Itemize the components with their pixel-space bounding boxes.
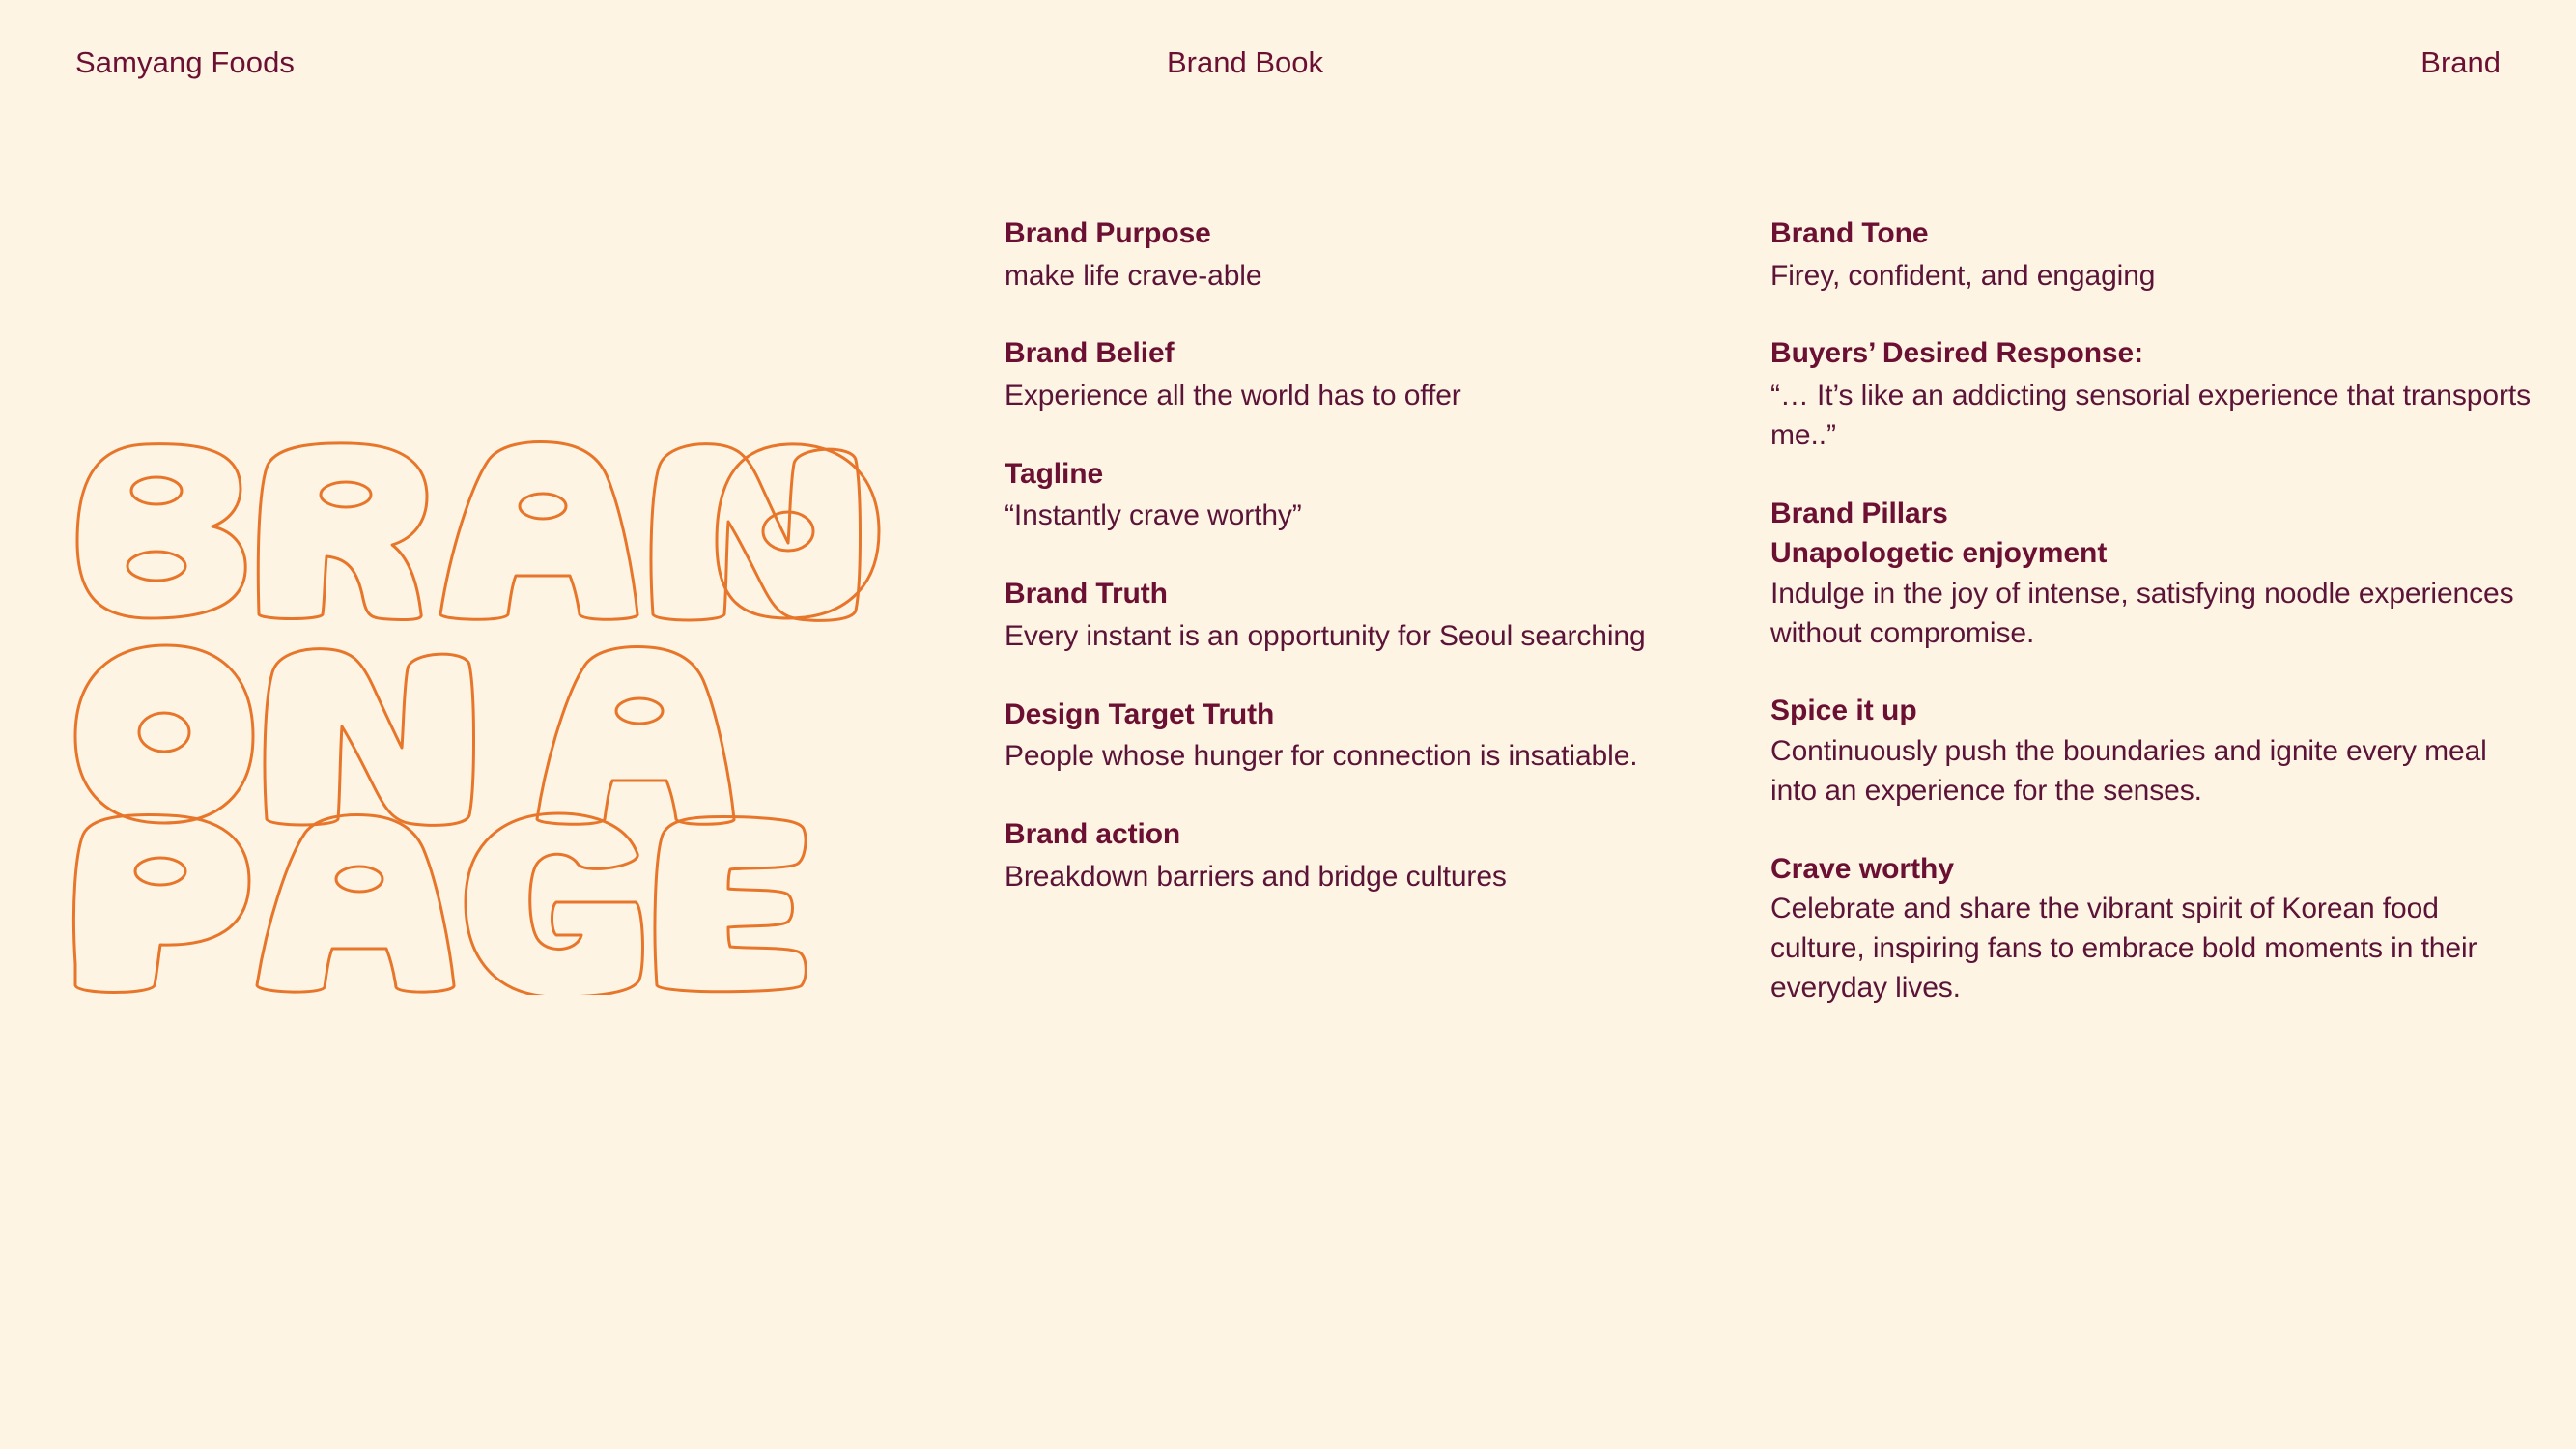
brand-belief-title: Brand Belief (1005, 337, 1175, 370)
buyers-desired-response-body: “… It’s like an addicting sensorial experience that transports me..” (1770, 379, 2531, 451)
brand-truth-title: Brand Truth (1005, 578, 1168, 611)
block-buyers-desired-response (1770, 334, 2534, 455)
header-document-title: Brand Book (1167, 45, 1323, 79)
block-design-target-truth (1005, 696, 1681, 777)
design-target-truth-body: People whose hunger for connection is insatiable. (1005, 740, 1638, 773)
brand-tone-title: Brand Tone (1770, 217, 1929, 249)
block-brand-action (1005, 815, 1681, 896)
brand-action-title: Brand action (1005, 817, 1181, 850)
right-column (1770, 214, 2534, 1009)
block-tagline (1005, 455, 1681, 536)
block-brand-belief (1005, 334, 1681, 415)
block-brand-truth (1005, 575, 1681, 656)
pillar-1-name: Unapologetic enjoyment (1770, 537, 2108, 570)
pillar-3-name: Crave worthy (1770, 852, 1955, 885)
brand-on-a-page-bubble-lettering (68, 435, 947, 995)
block-brand-purpose (1005, 214, 1681, 296)
buyers-desired-response-title: Buyers’ Desired Response: (1770, 337, 2143, 370)
header-brand-name: Samyang Foods (75, 45, 296, 79)
pillar-crave-worthy (1770, 850, 2534, 1009)
pillar-1-body: Indulge in the joy of intense, satisfying noodle experiences without compromise. (1770, 577, 2514, 649)
tagline-title: Tagline (1005, 457, 1104, 490)
brand-tone-body: Firey, confident, and engaging (1770, 259, 2156, 292)
middle-column (1005, 214, 1681, 896)
block-brand-pillars (1770, 495, 2534, 1009)
brand-truth-body: Every instant is an opportunity for Seoul searching (1005, 619, 1646, 652)
header-section-label: Brand (2420, 45, 2501, 79)
pillar-spice-it-up (1770, 692, 2534, 810)
pillar-2-body: Continuously push the boundaries and ignite every meal into an experience for the senses. (1770, 734, 2487, 807)
brand-purpose-title: Brand Purpose (1005, 217, 1211, 249)
design-target-truth-title: Design Target Truth (1005, 697, 1275, 730)
block-brand-tone (1770, 214, 2534, 296)
brand-pillars-title: Brand Pillars (1770, 497, 1948, 529)
pillar-3-body: Celebrate and share the vibrant spirit of Korean food culture, inspiring fans to embrace bold moments in their everyday lives. (1770, 893, 2477, 1004)
brand-purpose-body: make life crave-able (1005, 259, 1262, 292)
brand-action-body: Breakdown barriers and bridge cultures (1005, 860, 1507, 893)
brand-belief-body: Experience all the world has to offer (1005, 379, 1461, 412)
pillar-2-name: Spice it up (1770, 695, 1917, 727)
pillar-unapologetic-enjoyment (1770, 534, 2534, 653)
tagline-body: “Instantly crave worthy” (1005, 499, 1302, 532)
page-header (0, 37, 2576, 89)
